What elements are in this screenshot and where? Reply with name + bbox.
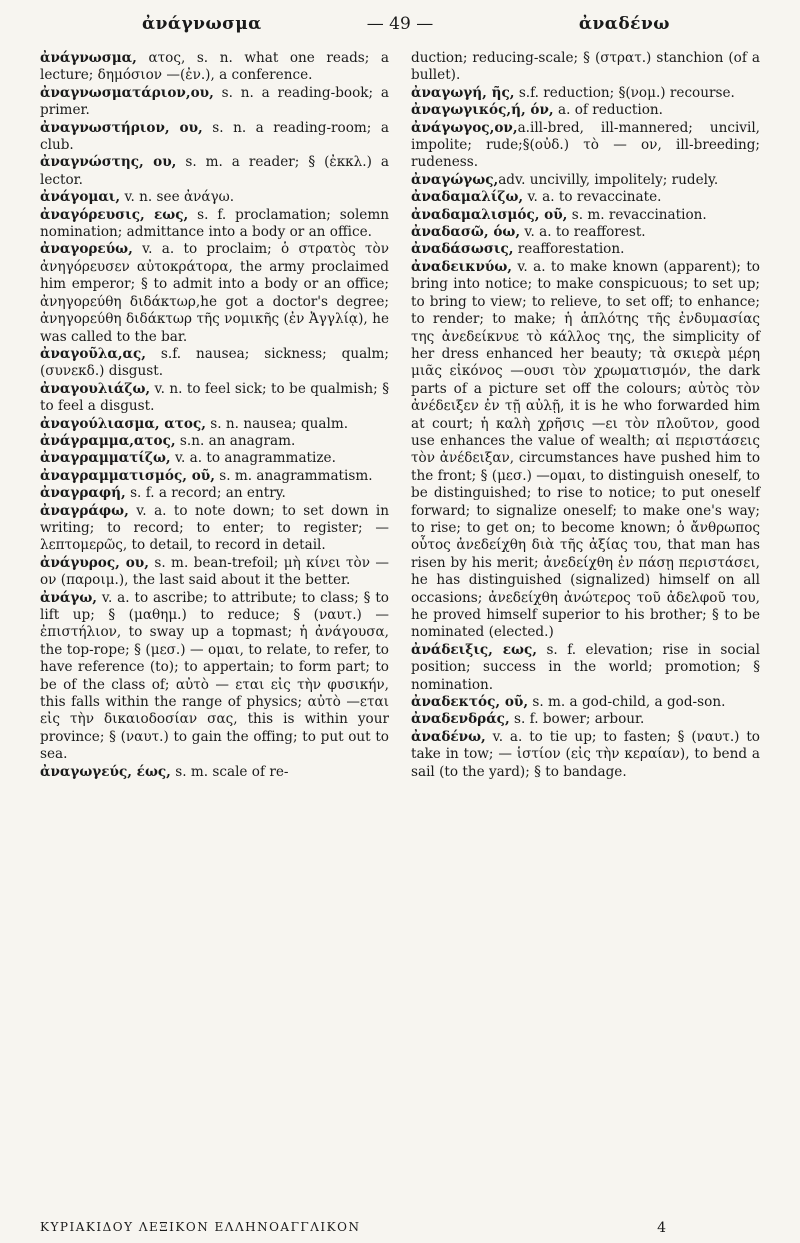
- entry-headword: ἀναδασῶ, όω,: [411, 224, 521, 241]
- dictionary-entry: [411, 241, 760, 258]
- entry-definition: s.f. nausea; sickness; qualm; (συνεκδ.) disgust.: [40, 345, 389, 380]
- entry-headword: ἀναγνωσματάριον,ου,: [40, 84, 214, 101]
- entry-definition: s. m. a reader; § (ἐκκλ.) a lector.: [40, 154, 389, 188]
- entry-definition: s. n. a reading-book; a primer.: [40, 84, 389, 119]
- entry-definition: v. a. to proclaim; ὁ στρατὸς τὸν ἀνηγόρευσεν αὐτοκράτορα, the army proclaimed him emperor; § to admit into a body or an office; ἀνηγορεύθη διδάκτωρ,he got a doctor's degree; ἀνηγορεύθη διδάκτωρ τῆς νομικῆς (ἐν Ἀγγλίᾳ), he was called to the bar.: [40, 241, 389, 345]
- entry-headword: ἀναδεκτός, οῦ,: [411, 694, 529, 711]
- left-column: [40, 50, 389, 781]
- header-first-word: ἀνάγνωσμα: [142, 14, 262, 34]
- entry-definition: duction; reducing-scale; § (στρατ.) stanchion (of a bullet).: [411, 50, 760, 84]
- right-column: [411, 50, 760, 781]
- entry-headword: ἀναγουλιάζω,: [40, 380, 151, 397]
- entry-definition: s. f. proclamation; solemn nomination; admittance into a body or an office.: [40, 206, 389, 241]
- dictionary-entry: [411, 711, 760, 728]
- entry-headword: ἀναγραμματίζω,: [40, 450, 171, 467]
- entry-headword: ἀναγοῦλα,ας,: [40, 345, 147, 362]
- dictionary-entry: [40, 764, 389, 781]
- dictionary-entry: [40, 468, 389, 485]
- dictionary-entry: [411, 729, 760, 781]
- entry-definition: adv. uncivilly, impolitely; rudely.: [498, 171, 719, 188]
- entry-headword: ἀνάγυρος, ου,: [40, 554, 149, 571]
- entry-headword: ἀναγραφή,: [40, 485, 126, 502]
- dictionary-entry: [40, 241, 389, 345]
- dictionary-entry: [411, 172, 760, 189]
- dictionary-entry: [40, 85, 389, 120]
- dictionary-entry: [411, 50, 760, 85]
- dictionary-entry: [411, 85, 760, 102]
- entry-headword: ἀνάγνωσμα,: [40, 50, 137, 66]
- entry-headword: ἀναγνώστης, ου,: [40, 154, 177, 171]
- dictionary-entry: [40, 485, 389, 502]
- dictionary-entry: [411, 259, 760, 642]
- entry-definition: s.f. reduction; §(νομ.) recourse.: [514, 84, 735, 101]
- entry-columns: [40, 50, 760, 781]
- entry-headword: ἀναδαμαλισμός, οῦ,: [411, 206, 568, 223]
- entry-definition: v. a. to tie up; to fasten; § (ναυτ.) to take in tow; — ἱστίον (εἰς τὴν κεραίαν), to bend a sail (to the yard); § to bandage.: [411, 728, 760, 780]
- dictionary-entry: [40, 50, 389, 85]
- header-last-word: ἀναδένω: [578, 14, 670, 34]
- entry-headword: ἀναγούλιασμα, ατος,: [40, 415, 206, 432]
- dictionary-entry: [411, 207, 760, 224]
- entry-definition: s. m. revaccination.: [567, 206, 707, 223]
- dictionary-entry: [40, 381, 389, 416]
- footer-title: ΚΥΡΙΑΚΙΔΟΥ ΛΕΞΙΚΟΝ ΕΛΛΗΝΟΑΓΓΛΙΚΟΝ: [40, 1220, 361, 1234]
- dictionary-entry: [40, 590, 389, 764]
- dictionary-entry: [40, 346, 389, 381]
- entry-headword: ἀνάδειξις, εως,: [411, 641, 537, 658]
- dictionary-entry: [40, 555, 389, 590]
- entry-definition: v. n. see ἀνάγω.: [120, 189, 235, 206]
- entry-headword: ἀναγνωστήριον, ου,: [40, 119, 203, 136]
- entry-definition: v. a. to reafforest.: [520, 224, 646, 241]
- entry-definition: s. n. nausea; qualm.: [205, 415, 349, 432]
- entry-headword: ἀνάγραμμα,ατος,: [40, 432, 176, 449]
- dictionary-entry: [40, 433, 389, 450]
- entry-headword: ἀναγώγως,: [411, 171, 499, 188]
- header-page-number: — 49 —: [366, 14, 434, 34]
- dictionary-entry: [411, 189, 760, 206]
- dictionary-entry: [40, 450, 389, 467]
- entry-definition: a.ill-bred, ill-mannered; uncivil, impolite; rude;§(οὐδ.) τὸ — ον, ill-breeding; rudeness.: [411, 119, 760, 171]
- entry-definition: v. a. to make known (apparent); to bring into notice; to make conspicuous; to set up; to bring to view; to relieve, to set off; to enhance; to render; to make; ἡ ἁπλότης τῆς ἐνδυμασίας της ἀνεδείκνυε τὸ κάλλος της, the simplicity of her dress enhanced her beauty; τὰ σκιερὰ μέρη μιᾶς εἰκόνος —ουσι τὸν χρωματισμόν, the dark parts of a picture set off the colours; αὐτὸς τὸν ἀνέδειξεν ἐν τῇ αὐλῇ, it is he who forwarded him at court; ἡ καλὴ χρῆσις —ει τὸν πλοῦτον, good use enhances the value of wealth; αἱ περιστάσεις τὸν ἀνέδειξαν, circumstances have pushed him to the front; § (μεσ.) —ομαι, to distinguish oneself, to be distinguished; to rise to notice; to put oneself forward; to signalize oneself; to make one's way; to rise; to get on; to become known; ὁ ἄνθρωπος οὗτος ἀνεδείχθη διὰ τῆς ἀξίας του, that man has risen by his merit; ἀνεδείχθη ἐν πάσῃ περιστάσει, he has distinguished (signalized) himself on all occasions; ἀνεδείχθη ἀνώτερος τοῦ ἀδελφοῦ του, he proved himself superior to his brother; § to be nominated (elected.): [411, 258, 760, 641]
- entry-definition: ατος, s. n. what one reads; a lecture; δημόσιον —(ἐν.), a conference.: [40, 50, 389, 84]
- entry-definition: s. m. bean-trefoil; μὴ κίνει τὸν —ον (παροιμ.), the last said about it the better.: [40, 554, 389, 589]
- entry-headword: ἀναγορεύω,: [40, 241, 133, 258]
- dictionary-entry: [40, 189, 389, 206]
- dictionary-entry: [411, 224, 760, 241]
- dictionary-entry: [40, 154, 389, 189]
- dictionary-entry: [411, 694, 760, 711]
- entry-definition: v. n. to feel sick; to be qualmish; § to feel a disgust.: [40, 380, 389, 415]
- entry-headword: ἀναδένω,: [411, 728, 486, 745]
- dictionary-entry: [40, 207, 389, 242]
- entry-headword: ἀνάγωγος,ον,: [411, 119, 518, 136]
- entry-headword: ἀναγόρευσις, εως,: [40, 206, 189, 223]
- footer-signature-number: 4: [657, 1220, 666, 1236]
- entry-definition: s. f. elevation; rise in social position; success in the world; promotion; § nomination.: [411, 641, 761, 693]
- dictionary-entry: [411, 102, 760, 119]
- entry-definition: v. a. to note down; to set down in writing; to record; to enter; to register; — λεπτομερῶς, to detail, to record in detail.: [40, 502, 389, 554]
- entry-headword: ἀναδάσωσις,: [411, 241, 514, 258]
- entry-definition: v. a. to revaccinate.: [523, 189, 662, 206]
- dictionary-entry: [411, 642, 760, 694]
- entry-headword: ἀναγραμματισμός, οῦ,: [40, 467, 215, 484]
- entry-headword: ἀναγράφω,: [40, 502, 129, 519]
- entry-definition: v. a. to ascribe; to attribute; to class; § to lift up; § (μαθημ.) to reduce; § (ναυτ.) — ἐπιστήλιον, to sway up a topmast; ἡ ἀνάγουσα, the top-rope; § (μεσ.) — ομαι, to relate, to refer, to have reference (to); to appertain; to form part; to be of the class of; αὐτὸ — εται εἰς τὴν φυσικήν, this falls within the range of physics; αὐτὸ —εται εἰς τὴν δικαιοδοσίαν σας, this is within your province; § (ναυτ.) to gain the offing; to put out to sea.: [40, 589, 389, 763]
- dictionary-entry: [411, 120, 760, 172]
- entry-headword: ἀναδαμαλίζω,: [411, 189, 524, 206]
- entry-definition: s. m. anagrammatism.: [214, 467, 373, 484]
- entry-definition: s. f. bower; arbour.: [509, 711, 645, 728]
- entry-definition: a. of reduction.: [553, 102, 663, 119]
- entry-definition: s. m. scale of re-: [170, 763, 289, 780]
- dictionary-entry: [40, 416, 389, 433]
- entry-headword: ἀναγωγεύς, έως,: [40, 763, 171, 780]
- entry-headword: ἀναδεικνύω,: [411, 258, 512, 275]
- entry-definition: s.n. an anagram.: [175, 432, 296, 449]
- entry-definition: s. n. a reading-room; a club.: [40, 119, 389, 154]
- running-head: [40, 14, 760, 50]
- entry-definition: reafforestation.: [513, 241, 625, 258]
- entry-headword: ἀναγωγή, ῆς,: [411, 84, 515, 101]
- entry-headword: ἀνάγομαι,: [40, 189, 121, 206]
- dictionary-entry: [40, 503, 389, 555]
- dictionary-entry: [40, 120, 389, 155]
- entry-definition: s. f. a record; an entry.: [125, 485, 286, 502]
- entry-headword: ἀνάγω,: [40, 589, 98, 606]
- entry-definition: s. m. a god-child, a god-son.: [528, 694, 726, 711]
- entry-headword: ἀναδενδράς,: [411, 711, 510, 728]
- entry-definition: v. a. to anagrammatize.: [170, 450, 336, 467]
- entry-headword: ἀναγωγικός,ή, όν,: [411, 102, 554, 119]
